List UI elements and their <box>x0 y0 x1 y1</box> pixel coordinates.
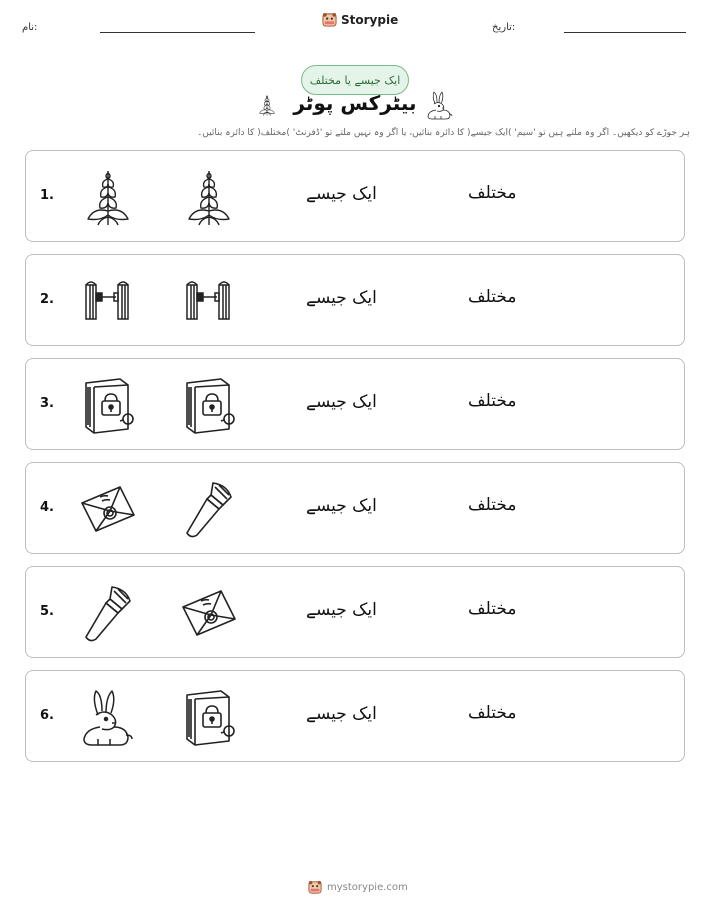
exercise-row-3 <box>25 358 685 450</box>
row-number: 4. <box>40 500 54 515</box>
storypie-logo-icon <box>322 12 337 27</box>
exercise-row-5 <box>25 566 685 658</box>
page-title: بیٹرکس پوٹر <box>293 91 417 115</box>
date-label: تاریخ: <box>492 22 516 33</box>
paintbrush-icon <box>76 581 140 645</box>
footer-url[interactable]: mystorypie.com <box>327 881 408 893</box>
foxglove-flower-icon <box>76 165 140 229</box>
locked-diary-icon <box>177 373 241 437</box>
paintbrush-icon <box>177 477 241 541</box>
exercise-row-1 <box>25 150 685 242</box>
storypie-logo-icon <box>308 880 322 894</box>
brand-name: Storypie <box>341 12 399 27</box>
option-different[interactable]: مختلف <box>468 391 517 411</box>
row-number: 1. <box>40 188 54 203</box>
garden-gate-icon <box>76 269 140 333</box>
foxglove-flower-icon <box>177 165 241 229</box>
topic-pill: ایک جیسے یا مختلف <box>301 65 409 95</box>
row-number: 3. <box>40 396 54 411</box>
brand <box>322 12 398 27</box>
option-different[interactable]: مختلف <box>468 599 517 619</box>
name-label: نام: <box>22 22 38 33</box>
option-different[interactable]: مختلف <box>468 287 517 307</box>
option-different[interactable]: مختلف <box>468 703 517 723</box>
footer <box>308 880 408 894</box>
date-line <box>564 32 686 33</box>
exercise-row-6 <box>25 670 685 762</box>
row-number: 2. <box>40 292 54 307</box>
option-same[interactable]: ایک جیسے <box>306 392 377 412</box>
option-same[interactable]: ایک جیسے <box>306 184 377 204</box>
exercise-row-4 <box>25 462 685 554</box>
rabbit-icon <box>424 88 456 122</box>
rabbit-icon <box>76 685 140 749</box>
locked-diary-icon <box>177 685 241 749</box>
row-number: 5. <box>40 604 54 619</box>
option-same[interactable]: ایک جیسے <box>306 704 377 724</box>
option-same[interactable]: ایک جیسے <box>306 288 377 308</box>
sealed-envelope-icon <box>177 581 241 645</box>
name-line <box>100 32 255 33</box>
sealed-envelope-icon <box>76 477 140 541</box>
instructions: ہر جوڑے کو دیکھیں۔ اگر وہ ملتے ہیں تو 'سیم' )ایک جیسے( کا دائرہ بنائیں، یا اگر وہ نہیں ملتے تو 'ڈفرنٹ' )مختلف( کا دائرہ بنائیں۔ <box>197 128 690 138</box>
option-same[interactable]: ایک جیسے <box>306 600 377 620</box>
exercise-row-2 <box>25 254 685 346</box>
option-same[interactable]: ایک جیسے <box>306 496 377 516</box>
garden-gate-icon <box>177 269 241 333</box>
row-number: 6. <box>40 708 54 723</box>
locked-diary-icon <box>76 373 140 437</box>
option-different[interactable]: مختلف <box>468 183 517 203</box>
option-different[interactable]: مختلف <box>468 495 517 515</box>
